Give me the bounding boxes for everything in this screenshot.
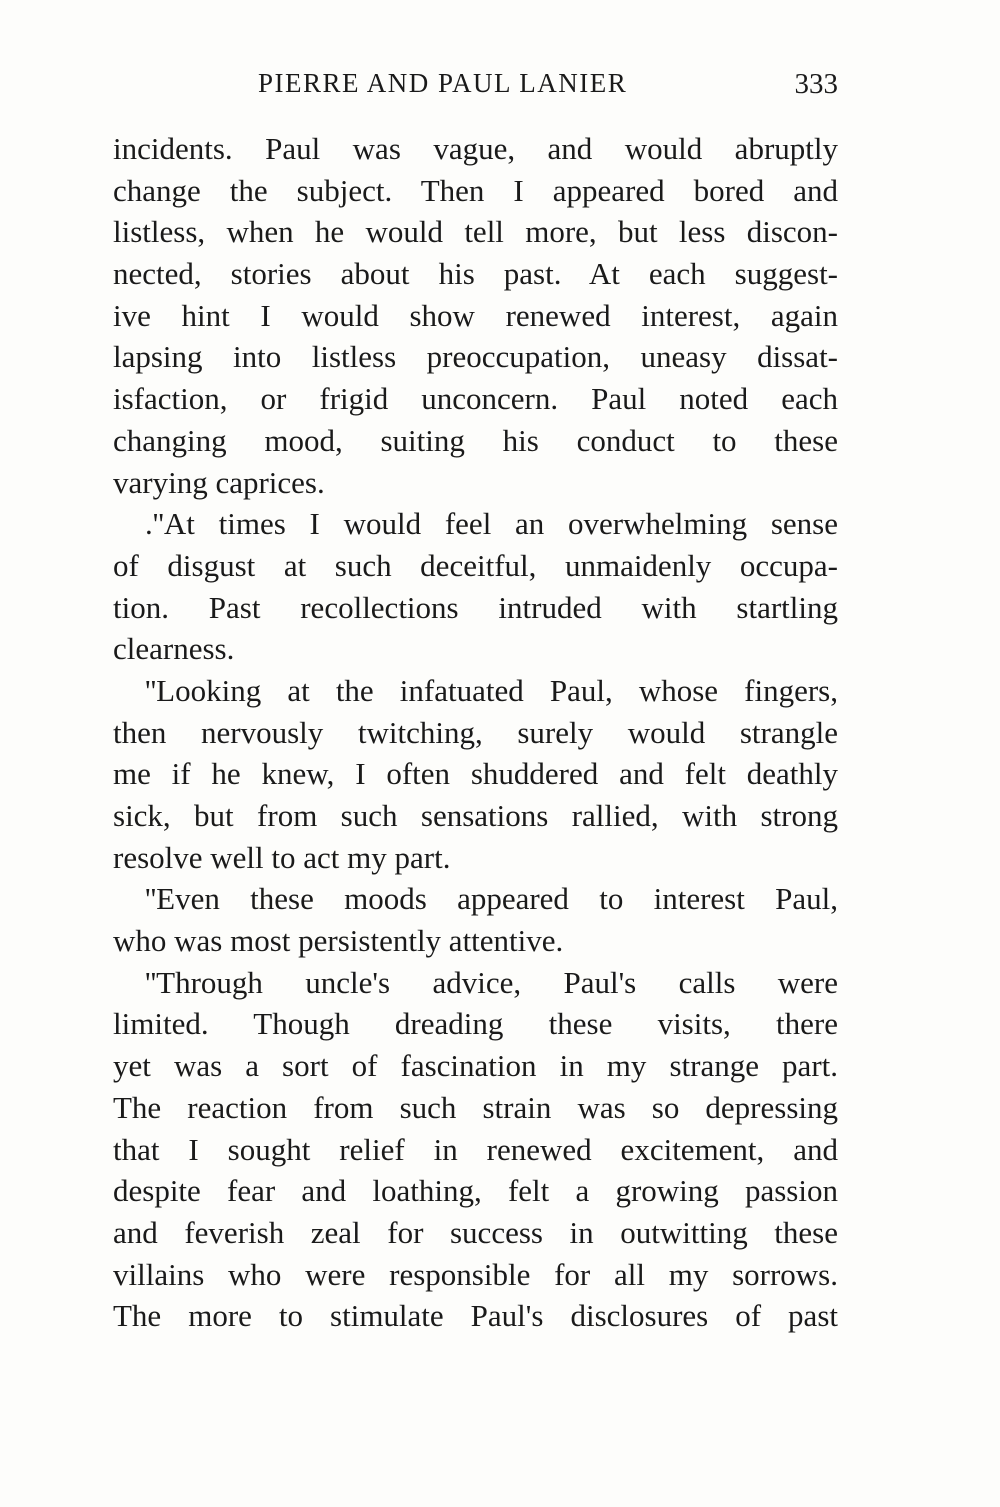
text-line: tion. Past recollections intruded with startling [113, 589, 838, 625]
page-header [258, 68, 838, 108]
text-line: isfaction, or frigid unconcern. Paul noted each [113, 381, 838, 417]
text-line: despite fear and loathing, felt a growing passion [113, 1173, 838, 1209]
text-line: varying caprices. [113, 464, 325, 500]
text-line: yet was a sort of fascination in my strange part. [113, 1048, 838, 1084]
text-line: sick, but from such sensations rallied, with strong [113, 798, 838, 833]
text-line: ive hint I would show renewed interest, again [113, 297, 838, 333]
text-line: then nervously twitching, surely would strangle [113, 714, 838, 750]
text-line: clearness. [113, 631, 235, 667]
text-line: nected, stories about his past. At each suggest- [113, 256, 838, 292]
paragraph-start-line: ''Through uncle's advice, Paul's calls were [145, 964, 838, 1000]
text-line: changing mood, suiting his conduct to these [113, 422, 838, 458]
text-line: change the subject. Then I appeared bored and [113, 172, 838, 208]
paragraph-start-line: ''Looking at the infatuated Paul, whose fingers, [145, 672, 838, 708]
paragraph-start-line: .''At times I would feel an overwhelming sense [145, 506, 838, 542]
text-line: The more to stimulate Paul's disclosures of past [113, 1298, 838, 1334]
body-text [113, 128, 838, 1337]
text-line: that I sought relief in renewed excitement, and [113, 1131, 838, 1167]
text-line: The reaction from such strain was so depressing [113, 1089, 838, 1125]
paragraph-start-line: ''Even these moods appeared to interest Paul, [145, 881, 838, 917]
text-line: incidents. Paul was vague, and would abruptly [113, 131, 838, 166]
text-line: limited. Though dreading these visits, there [113, 1006, 838, 1042]
running-head: PIERRE AND PAUL LANIER [258, 68, 628, 98]
page-number: 333 [794, 68, 838, 100]
text-line: me if he knew, I often shuddered and felt deathly [113, 756, 838, 792]
text-line: lapsing into listless preoccupation, uneasy dissat- [113, 339, 838, 375]
text-line: of disgust at such deceitful, unmaidenly occupa- [113, 547, 838, 583]
text-line: resolve well to act my part. [113, 839, 451, 875]
text-line: and feverish zeal for success in outwitting these [113, 1214, 838, 1250]
text-line: listless, when he would tell more, but less discon- [113, 214, 838, 250]
text-line: who was most persistently attentive. [113, 923, 564, 959]
text-line: villains who were responsible for all my sorrows. [113, 1256, 838, 1292]
